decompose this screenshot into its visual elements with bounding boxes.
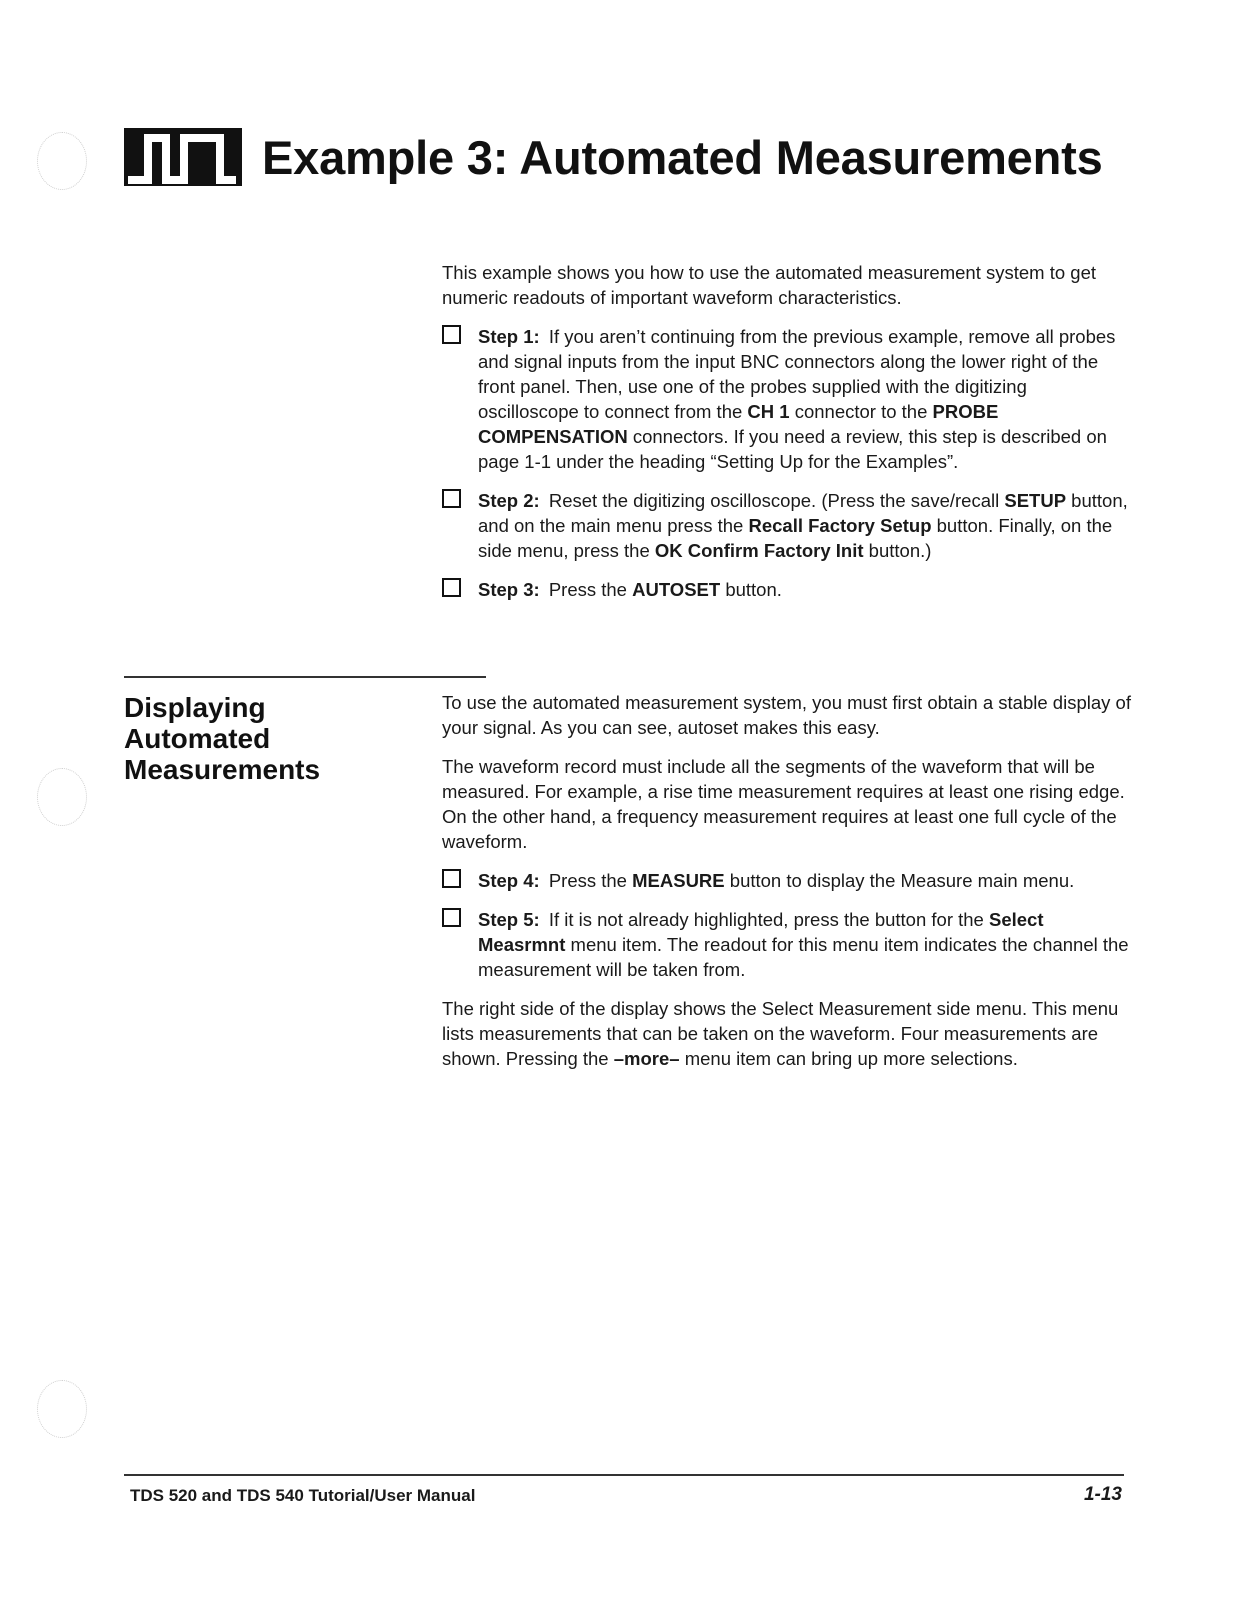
- step-5: Step 5: If it is not already highlighted, press the button for the Select Measrmnt menu item. The readout for this menu item indicates the channel the measurement will be taken from.: [442, 907, 1132, 982]
- checkbox-icon[interactable]: [442, 578, 461, 597]
- step-label: Step 5:: [478, 909, 540, 930]
- punch-hole: [37, 132, 87, 190]
- paragraph: To use the automated measurement system, you must first obtain a stable display of your signal. As you can see, autoset makes this easy.: [442, 692, 1131, 738]
- footer-divider: [124, 1474, 1124, 1476]
- step-3: Step 3: Press the AUTOSET button.: [442, 577, 1132, 602]
- section-divider: [124, 676, 486, 678]
- paragraph: The waveform record must include all the segments of the waveform that will be measured. For example, a rise time measurement requires at least one rising edge. On the other hand, a frequency measurement requires at least one full cycle of the waveform.: [442, 756, 1125, 852]
- step-label: Step 3:: [478, 579, 540, 600]
- footer-manual-title: TDS 520 and TDS 540 Tutorial/User Manual: [130, 1486, 476, 1505]
- checkbox-icon[interactable]: [442, 869, 461, 888]
- step-label: Step 1:: [478, 326, 540, 347]
- intro-text: This example shows you how to use the automated measurement system to get numeric readouts of important waveform characteristics.: [442, 262, 1096, 308]
- square-wave-logo-icon: [124, 128, 242, 186]
- step-1: Step 1: If you aren’t continuing from the previous example, remove all probes and signal inputs from the input BNC connectors along the lower right of the front panel. Then, use one of the probes supplied with the digitizing oscilloscope to connect from the CH 1 connector to the PROBE COMPENSATION connectors. If you need a review, this step is described on page 1-1 under the heading “Setting Up for the Examples”.: [442, 324, 1132, 474]
- section-heading: Displaying Automated Measurements: [124, 692, 321, 785]
- closing-paragraph: The right side of the display shows the Select Measurement side menu. This menu lists measurements that can be taken on the waveform. Four measurements are shown. Pressing the –more– menu item can bring up more selections.: [442, 998, 1119, 1069]
- page-number: 1-13: [1083, 1484, 1122, 1505]
- punch-hole: [37, 1380, 87, 1438]
- page-title: Example 3: Automated Measurements: [262, 131, 1103, 184]
- step-label: Step 2:: [478, 490, 540, 511]
- step-4: Step 4: Press the MEASURE button to display the Measure main menu.: [442, 868, 1132, 893]
- step-2: Step 2: Reset the digitizing oscilloscope. (Press the save/recall SETUP button, and on the main menu press the Recall Factory Setup button. Finally, on the side menu, press the OK Confirm Factory Init button.): [442, 488, 1132, 563]
- intro-section: [442, 260, 1132, 616]
- checkbox-icon[interactable]: [442, 489, 461, 508]
- measurements-section: [442, 690, 1132, 1085]
- punch-hole: [37, 768, 87, 826]
- step-label: Step 4:: [478, 870, 540, 891]
- checkbox-icon[interactable]: [442, 908, 461, 927]
- checkbox-icon[interactable]: [442, 325, 461, 344]
